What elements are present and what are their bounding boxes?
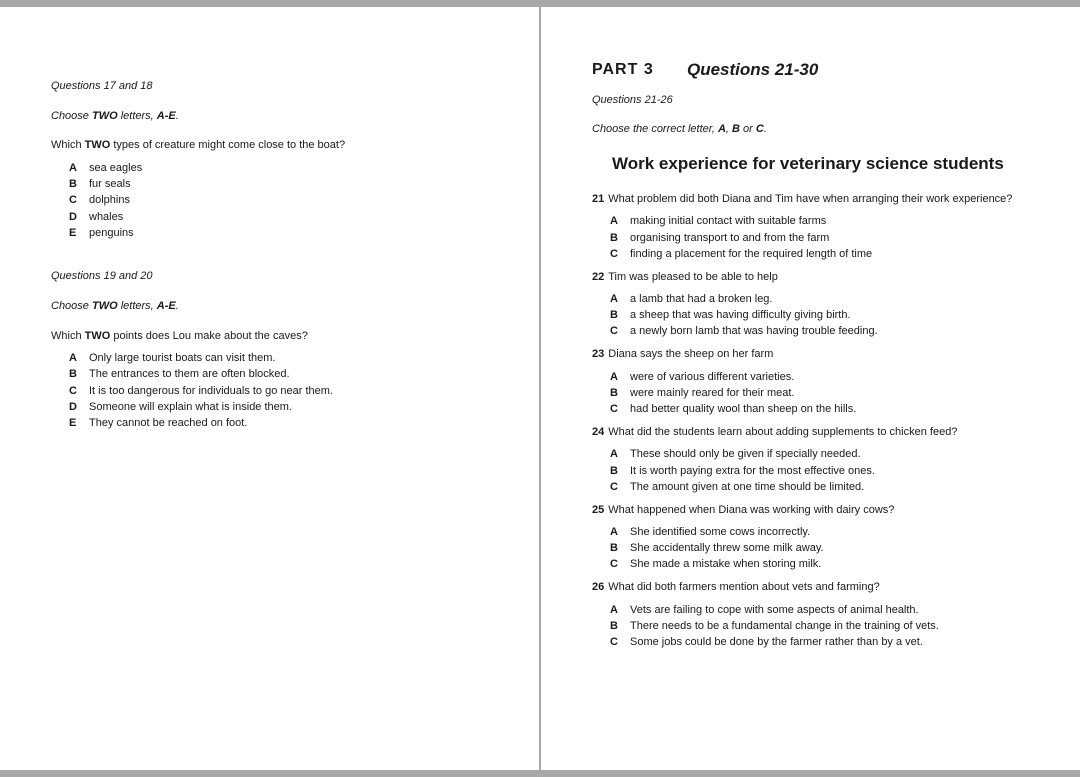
option-letter: B: [69, 178, 77, 190]
option-23-a[interactable]: [610, 371, 794, 383]
option-text: had better quality wool than sheep on the hills.: [630, 403, 857, 415]
option-21-c[interactable]: [610, 248, 872, 260]
option-22-a[interactable]: [610, 293, 772, 305]
option-21-b[interactable]: [610, 232, 829, 244]
option-letter: B: [610, 232, 618, 244]
option-text: dolphins: [89, 194, 130, 206]
option-letter: A: [610, 293, 618, 305]
option-letter: A: [610, 215, 618, 227]
option-23-c[interactable]: [610, 403, 856, 415]
question-25: 25 What happened when Diana was working with dairy cows?: [592, 504, 895, 516]
instruction-q19-20: Choose TWO letters, A-E.: [51, 300, 179, 312]
option-text: whales: [89, 211, 124, 223]
option-text: It is worth paying extra for the most effective ones.: [630, 465, 875, 477]
section-heading-q19-20: Questions 19 and 20: [51, 270, 153, 282]
option-text: These should only be given if specially needed.: [630, 448, 861, 460]
option-text: She accidentally threw some milk away.: [630, 542, 824, 554]
option-26-b[interactable]: [610, 620, 939, 632]
option-text: were mainly reared for their meat.: [630, 387, 795, 399]
option-letter: A: [610, 448, 618, 460]
option-letter: B: [610, 465, 618, 477]
option-24-c[interactable]: [610, 481, 864, 493]
option-22-b[interactable]: [610, 309, 851, 321]
option-text: Vets are failing to cope with some aspects of animal health.: [630, 604, 919, 616]
option-letter: C: [610, 481, 618, 493]
option-q19-b[interactable]: [69, 368, 290, 380]
right-page: [541, 7, 1080, 770]
option-letter: A: [610, 371, 618, 383]
option-26-c[interactable]: [610, 636, 923, 648]
option-q17-a[interactable]: [69, 162, 142, 174]
option-text: She made a mistake when storing milk.: [630, 558, 822, 570]
sub-heading: Questions 21-26: [592, 94, 673, 106]
option-letter: E: [69, 417, 77, 429]
option-text: She identified some cows incorrectly.: [630, 526, 811, 538]
option-text: The entrances to them are often blocked.: [89, 368, 290, 380]
option-q17-e[interactable]: [69, 227, 134, 239]
question-q19-20: Which TWO points does Lou make about the caves?: [51, 330, 308, 342]
option-text: were of various different varieties.: [630, 371, 795, 383]
option-21-a[interactable]: [610, 215, 826, 227]
question-26: 26 What did both farmers mention about vets and farming?: [592, 581, 880, 593]
option-24-a[interactable]: [610, 448, 861, 460]
option-letter: B: [610, 387, 618, 399]
option-text: making initial contact with suitable farms: [630, 215, 827, 227]
option-letter: A: [610, 526, 618, 538]
option-text: a lamb that had a broken leg.: [630, 293, 773, 305]
option-letter: B: [610, 620, 618, 632]
option-q19-e[interactable]: [69, 417, 247, 429]
option-letter: C: [69, 385, 77, 397]
option-text: a newly born lamb that was having trouble feeding.: [630, 325, 878, 337]
option-text: finding a placement for the required length of time: [630, 248, 873, 260]
option-text: sea eagles: [89, 162, 143, 174]
option-q17-d[interactable]: [69, 211, 123, 223]
section-heading-q17-18: Questions 17 and 18: [51, 80, 153, 92]
option-26-a[interactable]: [610, 604, 919, 616]
option-23-b[interactable]: [610, 387, 794, 399]
option-letter: D: [69, 211, 77, 223]
option-text: fur seals: [89, 178, 131, 190]
option-24-b[interactable]: [610, 465, 875, 477]
option-letter: A: [69, 352, 77, 364]
left-page: [0, 7, 539, 770]
option-letter: C: [610, 558, 618, 570]
option-text: penguins: [89, 227, 134, 239]
part-questions-range: Questions 21-30: [687, 60, 819, 79]
option-letter: B: [610, 542, 618, 554]
option-letter: A: [69, 162, 77, 174]
option-text: a sheep that was having difficulty giving birth.: [630, 309, 851, 321]
instruction: Choose the correct letter, A, B or C.: [592, 123, 767, 135]
question-22: 22 Tim was pleased to be able to help: [592, 271, 778, 283]
question-q17-18: Which TWO types of creature might come close to the boat?: [51, 139, 346, 151]
option-letter: C: [610, 403, 618, 415]
section-title: Work experience for veterinary science students: [612, 154, 1004, 173]
part-label: PART 3: [592, 61, 654, 78]
option-letter: A: [610, 604, 618, 616]
option-25-b[interactable]: [610, 542, 824, 554]
option-text: The amount given at one time should be limited.: [630, 481, 865, 493]
option-22-c[interactable]: [610, 325, 878, 337]
option-q19-a[interactable]: [69, 352, 275, 364]
question-23: 23 Diana says the sheep on her farm: [592, 348, 774, 360]
option-q17-b[interactable]: [69, 178, 131, 190]
option-text: organising transport to and from the farm: [630, 232, 830, 244]
option-letter: C: [610, 636, 618, 648]
option-25-c[interactable]: [610, 558, 821, 570]
option-text: They cannot be reached on foot.: [89, 417, 248, 429]
option-q17-c[interactable]: [69, 194, 130, 206]
option-text: Only large tourist boats can visit them.: [89, 352, 276, 364]
option-25-a[interactable]: [610, 526, 810, 538]
option-letter: C: [610, 248, 618, 260]
option-text: It is too dangerous for individuals to go near them.: [89, 385, 333, 397]
option-q19-d[interactable]: [69, 401, 292, 413]
option-letter: E: [69, 227, 77, 239]
option-text: There needs to be a fundamental change in the training of vets.: [630, 620, 939, 632]
option-text: Some jobs could be done by the farmer rather than by a vet.: [630, 636, 923, 648]
option-letter: C: [610, 325, 618, 337]
option-letter: D: [69, 401, 77, 413]
option-letter: B: [610, 309, 618, 321]
option-text: Someone will explain what is inside them.: [89, 401, 292, 413]
question-21: 21 What problem did both Diana and Tim have when arranging their work experience?: [592, 193, 1013, 205]
option-q19-c[interactable]: [69, 385, 333, 397]
option-letter: B: [69, 368, 77, 380]
instruction-q17-18: Choose TWO letters, A-E.: [51, 110, 179, 122]
option-letter: C: [69, 194, 77, 206]
question-24: 24 What did the students learn about adding supplements to chicken feed?: [592, 426, 958, 438]
